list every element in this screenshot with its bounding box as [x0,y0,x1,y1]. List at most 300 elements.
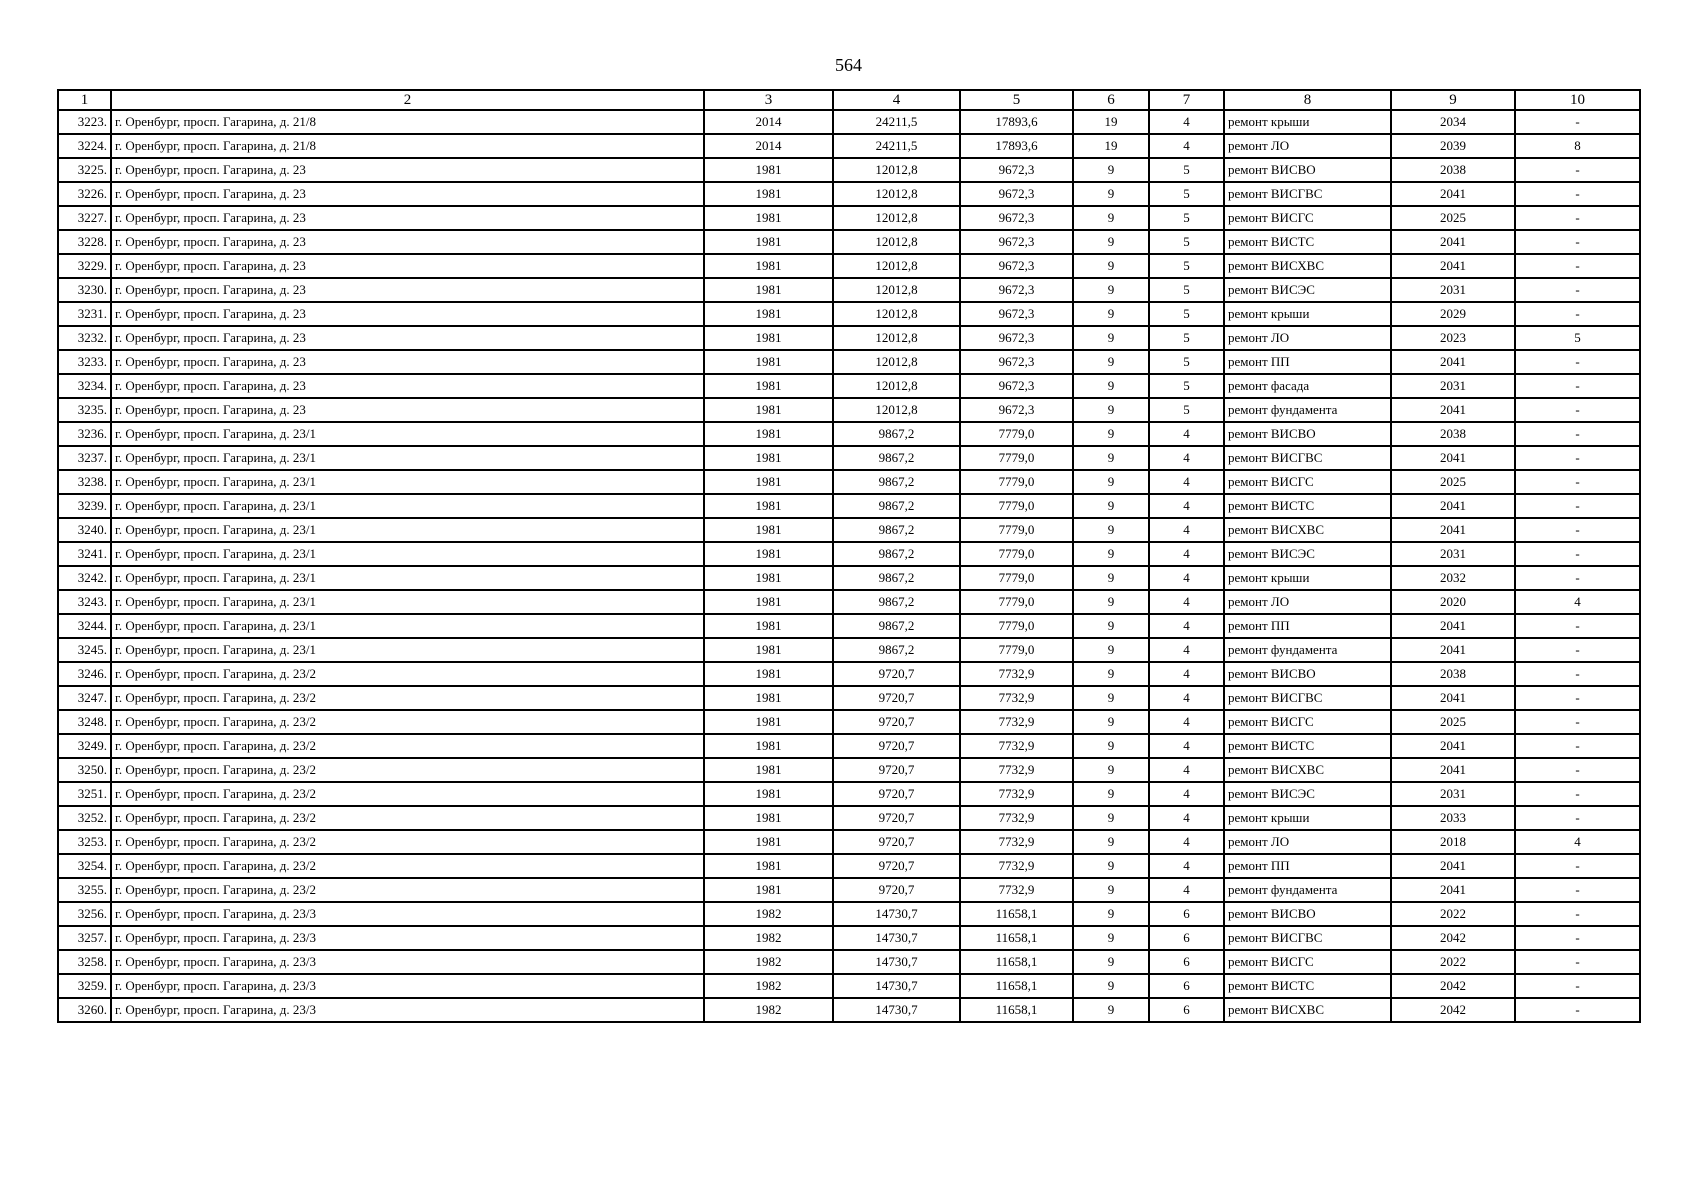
living-area-cell: 7779,0 [960,494,1073,518]
column-10-cell: - [1515,158,1640,182]
table-row [58,686,1640,710]
planned-year-cell: 2041 [1391,614,1515,638]
row-number: 3228. [58,230,111,254]
entrances-cell: 4 [1149,446,1224,470]
year-cell: 1981 [704,374,833,398]
work-type-cell: ремонт ВИСГС [1224,710,1391,734]
floors-cell: 9 [1073,806,1149,830]
planned-year-cell: 2020 [1391,590,1515,614]
work-type-cell: ремонт крыши [1224,302,1391,326]
address-cell: г. Оренбург, просп. Гагарина, д. 23 [111,350,704,374]
planned-year-cell: 2031 [1391,374,1515,398]
planned-year-cell: 2033 [1391,806,1515,830]
column-10-cell: - [1515,350,1640,374]
total-area-cell: 12012,8 [833,374,960,398]
living-area-cell: 7732,9 [960,806,1073,830]
entrances-cell: 4 [1149,782,1224,806]
row-number: 3259. [58,974,111,998]
living-area-cell: 7732,9 [960,758,1073,782]
entrances-cell: 5 [1149,326,1224,350]
floors-cell: 9 [1073,926,1149,950]
floors-cell: 9 [1073,374,1149,398]
planned-year-cell: 2041 [1391,182,1515,206]
work-type-cell: ремонт ВИСГВС [1224,446,1391,470]
living-area-cell: 7779,0 [960,422,1073,446]
year-cell: 1981 [704,782,833,806]
column-10-cell: - [1515,446,1640,470]
total-area-cell: 9720,7 [833,710,960,734]
column-header: 2 [111,90,704,110]
column-10-cell: - [1515,782,1640,806]
table-row [58,638,1640,662]
row-number: 3230. [58,278,111,302]
total-area-cell: 12012,8 [833,326,960,350]
table-row [58,398,1640,422]
planned-year-cell: 2031 [1391,782,1515,806]
year-cell: 1981 [704,758,833,782]
entrances-cell: 4 [1149,422,1224,446]
living-area-cell: 7732,9 [960,662,1073,686]
column-header: 4 [833,90,960,110]
year-cell: 1981 [704,662,833,686]
table-row [58,734,1640,758]
work-type-cell: ремонт ВИСГВС [1224,926,1391,950]
table-row [58,614,1640,638]
year-cell: 1981 [704,230,833,254]
floors-cell: 9 [1073,998,1149,1022]
entrances-cell: 4 [1149,734,1224,758]
living-area-cell: 7779,0 [960,470,1073,494]
total-area-cell: 9867,2 [833,494,960,518]
entrances-cell: 4 [1149,542,1224,566]
entrances-cell: 5 [1149,302,1224,326]
floors-cell: 9 [1073,398,1149,422]
living-area-cell: 9672,3 [960,398,1073,422]
table-row [58,470,1640,494]
living-area-cell: 9672,3 [960,374,1073,398]
column-10-cell: - [1515,902,1640,926]
entrances-cell: 4 [1149,878,1224,902]
address-cell: г. Оренбург, просп. Гагарина, д. 23/1 [111,590,704,614]
year-cell: 1981 [704,326,833,350]
floors-cell: 9 [1073,758,1149,782]
planned-year-cell: 2041 [1391,350,1515,374]
living-area-cell: 7732,9 [960,686,1073,710]
year-cell: 1981 [704,686,833,710]
living-area-cell: 7779,0 [960,446,1073,470]
year-cell: 1981 [704,566,833,590]
work-type-cell: ремонт ПП [1224,854,1391,878]
work-type-cell: ремонт фасада [1224,374,1391,398]
total-area-cell: 12012,8 [833,278,960,302]
column-10-cell: - [1515,614,1640,638]
table-row [58,254,1640,278]
table-row [58,422,1640,446]
year-cell: 1981 [704,494,833,518]
total-area-cell: 12012,8 [833,302,960,326]
column-10-cell: - [1515,566,1640,590]
total-area-cell: 9867,2 [833,590,960,614]
total-area-cell: 14730,7 [833,974,960,998]
living-area-cell: 9672,3 [960,302,1073,326]
entrances-cell: 5 [1149,398,1224,422]
planned-year-cell: 2041 [1391,638,1515,662]
year-cell: 1981 [704,806,833,830]
living-area-cell: 9672,3 [960,350,1073,374]
floors-cell: 9 [1073,542,1149,566]
table-row [58,446,1640,470]
row-number: 3258. [58,950,111,974]
living-area-cell: 7732,9 [960,830,1073,854]
column-10-cell: - [1515,998,1640,1022]
row-number: 3226. [58,182,111,206]
entrances-cell: 4 [1149,470,1224,494]
floors-cell: 9 [1073,302,1149,326]
planned-year-cell: 2025 [1391,470,1515,494]
column-header: 7 [1149,90,1224,110]
work-type-cell: ремонт ВИСЭС [1224,542,1391,566]
table-row [58,902,1640,926]
floors-cell: 9 [1073,878,1149,902]
entrances-cell: 4 [1149,566,1224,590]
column-10-cell: - [1515,470,1640,494]
address-cell: г. Оренбург, просп. Гагарина, д. 23/2 [111,734,704,758]
column-10-cell: - [1515,758,1640,782]
column-header: 5 [960,90,1073,110]
address-cell: г. Оренбург, просп. Гагарина, д. 23 [111,254,704,278]
planned-year-cell: 2041 [1391,854,1515,878]
address-cell: г. Оренбург, просп. Гагарина, д. 23/3 [111,950,704,974]
address-cell: г. Оренбург, просп. Гагарина, д. 23/2 [111,782,704,806]
column-10-cell: - [1515,878,1640,902]
planned-year-cell: 2022 [1391,950,1515,974]
table-row [58,806,1640,830]
table-row [58,662,1640,686]
address-cell: г. Оренбург, просп. Гагарина, д. 23 [111,374,704,398]
row-number: 3234. [58,374,111,398]
column-header: 9 [1391,90,1515,110]
address-cell: г. Оренбург, просп. Гагарина, д. 21/8 [111,134,704,158]
address-cell: г. Оренбург, просп. Гагарина, д. 23/2 [111,830,704,854]
planned-year-cell: 2041 [1391,254,1515,278]
entrances-cell: 4 [1149,110,1224,134]
work-type-cell: ремонт ПП [1224,614,1391,638]
total-area-cell: 9867,2 [833,446,960,470]
living-area-cell: 9672,3 [960,230,1073,254]
total-area-cell: 9720,7 [833,806,960,830]
floors-cell: 9 [1073,566,1149,590]
entrances-cell: 4 [1149,854,1224,878]
living-area-cell: 7732,9 [960,710,1073,734]
row-number: 3238. [58,470,111,494]
living-area-cell: 9672,3 [960,278,1073,302]
row-number: 3233. [58,350,111,374]
address-cell: г. Оренбург, просп. Гагарина, д. 23/3 [111,902,704,926]
address-cell: г. Оренбург, просп. Гагарина, д. 23/1 [111,518,704,542]
column-10-cell: - [1515,110,1640,134]
total-area-cell: 9867,2 [833,566,960,590]
entrances-cell: 6 [1149,998,1224,1022]
total-area-cell: 12012,8 [833,182,960,206]
column-10-cell: - [1515,302,1640,326]
year-cell: 1981 [704,878,833,902]
column-header: 8 [1224,90,1391,110]
column-10-cell: - [1515,542,1640,566]
total-area-cell: 12012,8 [833,350,960,374]
entrances-cell: 5 [1149,350,1224,374]
table-row [58,782,1640,806]
floors-cell: 9 [1073,470,1149,494]
planned-year-cell: 2022 [1391,902,1515,926]
column-header: 10 [1515,90,1640,110]
row-number: 3227. [58,206,111,230]
living-area-cell: 11658,1 [960,926,1073,950]
planned-year-cell: 2041 [1391,686,1515,710]
planned-year-cell: 2038 [1391,158,1515,182]
column-10-cell: - [1515,926,1640,950]
column-10-cell: - [1515,182,1640,206]
total-area-cell: 14730,7 [833,998,960,1022]
address-cell: г. Оренбург, просп. Гагарина, д. 23 [111,278,704,302]
work-type-cell: ремонт ВИСХВС [1224,254,1391,278]
total-area-cell: 12012,8 [833,158,960,182]
year-cell: 1981 [704,470,833,494]
table-row [58,110,1640,134]
living-area-cell: 7779,0 [960,638,1073,662]
floors-cell: 9 [1073,158,1149,182]
work-type-cell: ремонт ВИСВО [1224,422,1391,446]
total-area-cell: 9720,7 [833,686,960,710]
address-cell: г. Оренбург, просп. Гагарина, д. 23 [111,230,704,254]
row-number: 3249. [58,734,111,758]
floors-cell: 9 [1073,422,1149,446]
living-area-cell: 17893,6 [960,110,1073,134]
address-cell: г. Оренбург, просп. Гагарина, д. 23/1 [111,638,704,662]
entrances-cell: 4 [1149,614,1224,638]
entrances-cell: 5 [1149,374,1224,398]
column-10-cell: 4 [1515,590,1640,614]
total-area-cell: 9720,7 [833,782,960,806]
table-row [58,374,1640,398]
column-10-cell: - [1515,734,1640,758]
address-cell: г. Оренбург, просп. Гагарина, д. 23/1 [111,470,704,494]
column-10-cell: - [1515,398,1640,422]
planned-year-cell: 2041 [1391,878,1515,902]
floors-cell: 9 [1073,710,1149,734]
year-cell: 1982 [704,974,833,998]
column-10-cell: - [1515,278,1640,302]
entrances-cell: 6 [1149,974,1224,998]
total-area-cell: 12012,8 [833,254,960,278]
living-area-cell: 7732,9 [960,782,1073,806]
table-row [58,206,1640,230]
year-cell: 1981 [704,206,833,230]
work-type-cell: ремонт ВИСТС [1224,734,1391,758]
work-type-cell: ремонт ВИСХВС [1224,518,1391,542]
total-area-cell: 9720,7 [833,758,960,782]
year-cell: 1981 [704,542,833,566]
column-10-cell: - [1515,206,1640,230]
year-cell: 2014 [704,110,833,134]
entrances-cell: 6 [1149,926,1224,950]
floors-cell: 9 [1073,590,1149,614]
row-number: 3240. [58,518,111,542]
column-header: 3 [704,90,833,110]
living-area-cell: 11658,1 [960,902,1073,926]
total-area-cell: 12012,8 [833,398,960,422]
planned-year-cell: 2041 [1391,398,1515,422]
work-type-cell: ремонт ВИСГС [1224,950,1391,974]
row-number: 3252. [58,806,111,830]
total-area-cell: 24211,5 [833,134,960,158]
entrances-cell: 4 [1149,830,1224,854]
work-type-cell: ремонт ВИСЭС [1224,278,1391,302]
row-number: 3247. [58,686,111,710]
floors-cell: 9 [1073,350,1149,374]
entrances-cell: 4 [1149,518,1224,542]
floors-cell: 9 [1073,902,1149,926]
table-row [58,950,1640,974]
work-type-cell: ремонт крыши [1224,110,1391,134]
floors-cell: 9 [1073,206,1149,230]
work-type-cell: ремонт ВИСТС [1224,974,1391,998]
table-row [58,182,1640,206]
living-area-cell: 7779,0 [960,518,1073,542]
column-10-cell: - [1515,230,1640,254]
year-cell: 1981 [704,422,833,446]
table-row [58,926,1640,950]
column-10-cell: - [1515,854,1640,878]
work-type-cell: ремонт ВИСХВС [1224,998,1391,1022]
row-number: 3239. [58,494,111,518]
work-type-cell: ремонт ВИСХВС [1224,758,1391,782]
entrances-cell: 5 [1149,230,1224,254]
work-type-cell: ремонт ЛО [1224,326,1391,350]
work-type-cell: ремонт крыши [1224,806,1391,830]
column-10-cell: - [1515,638,1640,662]
row-number: 3241. [58,542,111,566]
address-cell: г. Оренбург, просп. Гагарина, д. 23 [111,326,704,350]
total-area-cell: 12012,8 [833,206,960,230]
table-row [58,278,1640,302]
row-number: 3231. [58,302,111,326]
total-area-cell: 14730,7 [833,902,960,926]
entrances-cell: 6 [1149,902,1224,926]
total-area-cell: 24211,5 [833,110,960,134]
floors-cell: 9 [1073,446,1149,470]
row-number: 3254. [58,854,111,878]
planned-year-cell: 2031 [1391,278,1515,302]
work-type-cell: ремонт ПП [1224,350,1391,374]
entrances-cell: 4 [1149,638,1224,662]
table-row [58,854,1640,878]
table-row [58,974,1640,998]
total-area-cell: 9720,7 [833,734,960,758]
year-cell: 1981 [704,710,833,734]
column-header: 1 [58,90,111,110]
page-number: 564 [835,55,862,75]
row-number: 3251. [58,782,111,806]
living-area-cell: 9672,3 [960,206,1073,230]
row-number: 3242. [58,566,111,590]
year-cell: 1981 [704,590,833,614]
planned-year-cell: 2018 [1391,830,1515,854]
year-cell: 1981 [704,638,833,662]
table-row [58,830,1640,854]
total-area-cell: 14730,7 [833,950,960,974]
entrances-cell: 5 [1149,278,1224,302]
table-row [58,542,1640,566]
planned-year-cell: 2038 [1391,422,1515,446]
total-area-cell: 9720,7 [833,830,960,854]
total-area-cell: 12012,8 [833,230,960,254]
living-area-cell: 11658,1 [960,998,1073,1022]
address-cell: г. Оренбург, просп. Гагарина, д. 23/2 [111,686,704,710]
address-cell: г. Оренбург, просп. Гагарина, д. 23/1 [111,542,704,566]
row-number: 3250. [58,758,111,782]
column-10-cell: - [1515,422,1640,446]
column-10-cell: - [1515,374,1640,398]
entrances-cell: 4 [1149,134,1224,158]
planned-year-cell: 2023 [1391,326,1515,350]
work-type-cell: ремонт ВИСТС [1224,494,1391,518]
entrances-cell: 4 [1149,710,1224,734]
column-10-cell: - [1515,974,1640,998]
entrances-cell: 4 [1149,686,1224,710]
year-cell: 1981 [704,614,833,638]
living-area-cell: 7779,0 [960,566,1073,590]
total-area-cell: 9867,2 [833,542,960,566]
floors-cell: 9 [1073,182,1149,206]
year-cell: 1981 [704,830,833,854]
total-area-cell: 9720,7 [833,878,960,902]
living-area-cell: 7732,9 [960,878,1073,902]
work-type-cell: ремонт ВИСГВС [1224,182,1391,206]
year-cell: 1982 [704,902,833,926]
row-number: 3256. [58,902,111,926]
entrances-cell: 5 [1149,206,1224,230]
table-row [58,710,1640,734]
address-cell: г. Оренбург, просп. Гагарина, д. 23 [111,182,704,206]
repair-schedule-table [57,89,1641,1023]
address-cell: г. Оренбург, просп. Гагарина, д. 23/2 [111,758,704,782]
year-cell: 1982 [704,926,833,950]
row-number: 3232. [58,326,111,350]
table-body [58,90,1640,1022]
planned-year-cell: 2041 [1391,758,1515,782]
row-number: 3237. [58,446,111,470]
planned-year-cell: 2031 [1391,542,1515,566]
floors-cell: 9 [1073,518,1149,542]
living-area-cell: 17893,6 [960,134,1073,158]
year-cell: 1981 [704,254,833,278]
table-row [58,878,1640,902]
entrances-cell: 4 [1149,590,1224,614]
planned-year-cell: 2041 [1391,518,1515,542]
floors-cell: 19 [1073,134,1149,158]
address-cell: г. Оренбург, просп. Гагарина, д. 23/1 [111,614,704,638]
work-type-cell: ремонт ВИСВО [1224,662,1391,686]
row-number: 3257. [58,926,111,950]
total-area-cell: 9720,7 [833,854,960,878]
total-area-cell: 14730,7 [833,926,960,950]
living-area-cell: 9672,3 [960,182,1073,206]
table-row [58,566,1640,590]
address-cell: г. Оренбург, просп. Гагарина, д. 23 [111,398,704,422]
living-area-cell: 11658,1 [960,974,1073,998]
column-10-cell: - [1515,950,1640,974]
table-row [58,998,1640,1022]
